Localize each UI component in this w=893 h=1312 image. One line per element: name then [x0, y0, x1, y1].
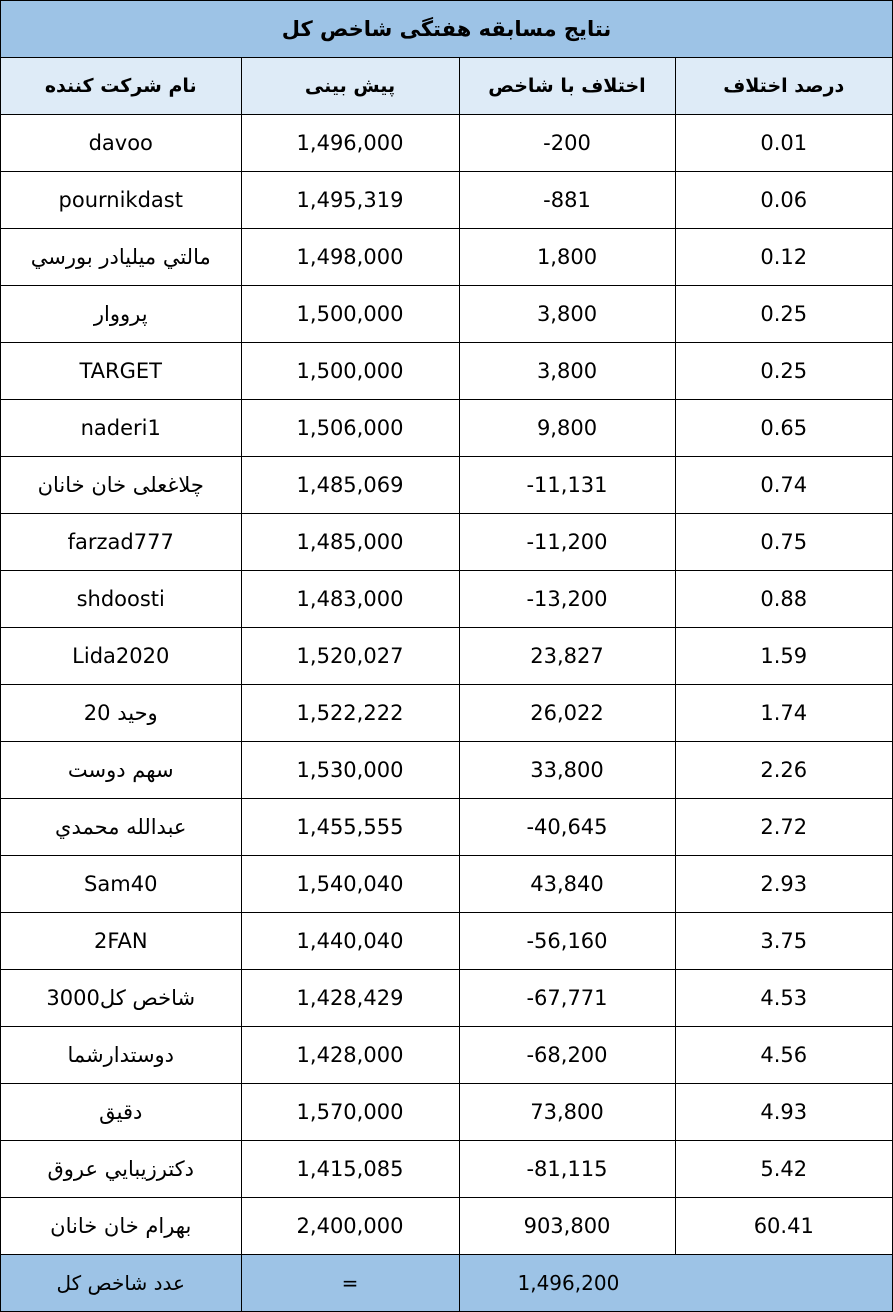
participant-name: وحید 20	[1, 685, 241, 742]
participant-name: farzad777	[1, 514, 241, 571]
difference-cell: -68,200	[459, 1027, 675, 1084]
percent-cell: 4.56	[675, 1027, 892, 1084]
percent-cell: 0.06	[675, 172, 892, 229]
forecast-cell: 1,485,069	[241, 457, 459, 514]
header-name: نام شرکت کننده	[1, 58, 241, 115]
forecast-cell: 1,483,000	[241, 571, 459, 628]
participant-name: Lida2020	[1, 628, 241, 685]
participant-name: shdoosti	[1, 571, 241, 628]
forecast-cell: 1,455,555	[241, 799, 459, 856]
participant-name: سهم دوست	[1, 742, 241, 799]
forecast-cell: 1,570,000	[241, 1084, 459, 1141]
difference-cell: 33,800	[459, 742, 675, 799]
header-forecast: پیش بینی	[241, 58, 459, 115]
table-row	[1, 913, 892, 970]
percent-cell: 4.93	[675, 1084, 892, 1141]
percent-cell: 0.01	[675, 115, 892, 172]
percent-cell: 0.12	[675, 229, 892, 286]
percent-cell: 0.74	[675, 457, 892, 514]
difference-cell: 9,800	[459, 400, 675, 457]
difference-cell: -881	[459, 172, 675, 229]
percent-cell: 2.26	[675, 742, 892, 799]
table-row	[1, 229, 892, 286]
percent-cell: 1.74	[675, 685, 892, 742]
table-row	[1, 970, 892, 1027]
index-value-label: عدد شاخص کل	[1, 1255, 241, 1312]
page-title: نتایج مسابقه هفتگی شاخص کل	[1, 1, 892, 58]
forecast-cell: 1,428,000	[241, 1027, 459, 1084]
percent-cell: 5.42	[675, 1141, 892, 1198]
forecast-cell: 1,496,000	[241, 115, 459, 172]
table-row	[1, 115, 892, 172]
difference-cell: -13,200	[459, 571, 675, 628]
percent-cell: 1.59	[675, 628, 892, 685]
table-row	[1, 172, 892, 229]
participant-name: naderi1	[1, 400, 241, 457]
difference-cell: 73,800	[459, 1084, 675, 1141]
participant-name: 2FAN	[1, 913, 241, 970]
table-row	[1, 799, 892, 856]
index-value-row	[1, 1255, 892, 1312]
table-row	[1, 571, 892, 628]
participant-name: دقيق	[1, 1084, 241, 1141]
difference-cell: -200	[459, 115, 675, 172]
forecast-cell: 1,495,319	[241, 172, 459, 229]
difference-cell: -56,160	[459, 913, 675, 970]
difference-cell: -11,131	[459, 457, 675, 514]
percent-cell: 3.75	[675, 913, 892, 970]
table-row	[1, 628, 892, 685]
results-table	[1, 58, 892, 1311]
forecast-cell: 1,500,000	[241, 343, 459, 400]
participant-name: دكترزيبايي عروق	[1, 1141, 241, 1198]
forecast-cell: 1,498,000	[241, 229, 459, 286]
forecast-cell: 1,500,000	[241, 286, 459, 343]
table-row	[1, 1084, 892, 1141]
participant-name: عبدالله محمدي	[1, 799, 241, 856]
participant-name: مالتي ميليادر بورسي	[1, 229, 241, 286]
participant-name: TARGET	[1, 343, 241, 400]
participant-name: davoo	[1, 115, 241, 172]
percent-cell: 2.93	[675, 856, 892, 913]
participant-name: pournikdast	[1, 172, 241, 229]
participant-name: بهرام خان خانان	[1, 1198, 241, 1255]
forecast-cell: 1,506,000	[241, 400, 459, 457]
table-row	[1, 514, 892, 571]
table-row	[1, 685, 892, 742]
table-row	[1, 400, 892, 457]
percent-cell: 0.65	[675, 400, 892, 457]
difference-cell: -67,771	[459, 970, 675, 1027]
table-row	[1, 1027, 892, 1084]
table-row	[1, 286, 892, 343]
participant-name: دوستدارشما	[1, 1027, 241, 1084]
table-row	[1, 1198, 892, 1255]
table-row	[1, 457, 892, 514]
table-row	[1, 742, 892, 799]
forecast-cell: 2,400,000	[241, 1198, 459, 1255]
equals-sign: =	[241, 1255, 459, 1312]
forecast-cell: 1,520,027	[241, 628, 459, 685]
forecast-cell: 1,485,000	[241, 514, 459, 571]
forecast-cell: 1,522,222	[241, 685, 459, 742]
difference-cell: 3,800	[459, 343, 675, 400]
index-value: 1,496,200	[459, 1255, 892, 1312]
participant-name: شاخص کل3000	[1, 970, 241, 1027]
table-row	[1, 1141, 892, 1198]
percent-cell: 2.72	[675, 799, 892, 856]
participant-name: پرووار	[1, 286, 241, 343]
difference-cell: 903,800	[459, 1198, 675, 1255]
difference-cell: -81,115	[459, 1141, 675, 1198]
percent-cell: 0.25	[675, 343, 892, 400]
difference-cell: -40,645	[459, 799, 675, 856]
difference-cell: 26,022	[459, 685, 675, 742]
header-difference: اختلاف با شاخص	[459, 58, 675, 115]
forecast-cell: 1,428,429	[241, 970, 459, 1027]
difference-cell: 1,800	[459, 229, 675, 286]
participant-name: چلاغعلی خان خانان	[1, 457, 241, 514]
difference-cell: 43,840	[459, 856, 675, 913]
participant-name: Sam40	[1, 856, 241, 913]
difference-cell: 23,827	[459, 628, 675, 685]
table-row	[1, 343, 892, 400]
percent-cell: 0.25	[675, 286, 892, 343]
difference-cell: 3,800	[459, 286, 675, 343]
percent-cell: 60.41	[675, 1198, 892, 1255]
table-header-row	[1, 58, 892, 115]
forecast-cell: 1,540,040	[241, 856, 459, 913]
forecast-cell: 1,530,000	[241, 742, 459, 799]
percent-cell: 0.75	[675, 514, 892, 571]
header-percent: درصد اختلاف	[675, 58, 892, 115]
forecast-cell: 1,440,040	[241, 913, 459, 970]
difference-cell: -11,200	[459, 514, 675, 571]
forecast-cell: 1,415,085	[241, 1141, 459, 1198]
table-row	[1, 856, 892, 913]
percent-cell: 0.88	[675, 571, 892, 628]
percent-cell: 4.53	[675, 970, 892, 1027]
